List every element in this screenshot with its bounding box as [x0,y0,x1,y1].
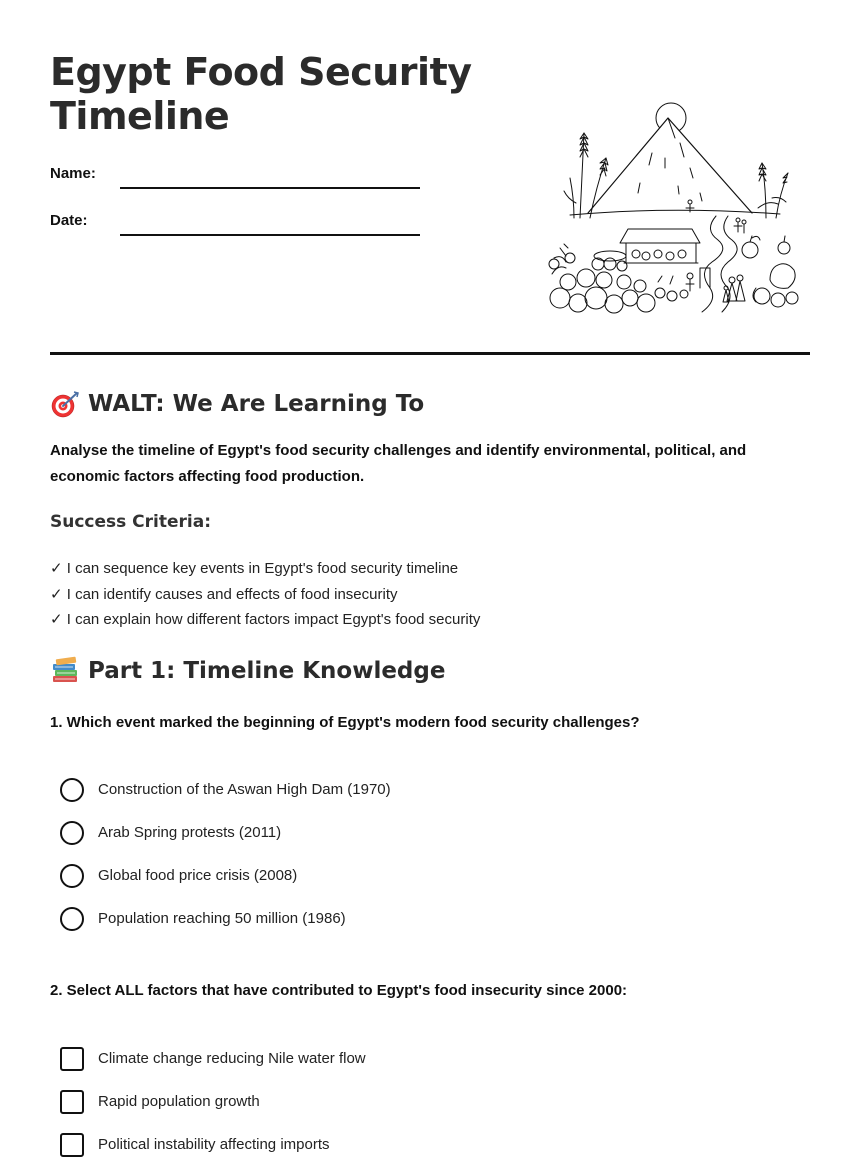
worksheet-header [50,0,810,355]
q1-option-label: Arab Spring protests (2011) [98,824,282,841]
q1-option-label: Construction of the Aswan High Dam (1970) [98,781,391,798]
question-1-options [60,768,391,940]
part1-heading [50,656,445,686]
success-criteria-list [50,556,480,633]
walt-heading-text: WALT: We Are Learning To [88,391,425,417]
radio-button[interactable] [60,821,84,845]
name-input-line[interactable] [120,187,420,189]
date-field [50,212,420,236]
radio-button[interactable] [60,864,84,888]
q2-option-label: Rapid population growth [98,1093,260,1110]
part1-heading-text: Part 1: Timeline Knowledge [88,658,446,684]
date-label: Date: [50,212,88,229]
checkbox[interactable] [60,1090,84,1114]
q1-option[interactable] [60,768,391,811]
q1-option-label: Global food price crisis (2008) [98,867,298,884]
date-input-line[interactable] [120,234,420,236]
success-criteria-item: ✓ I can identify causes and effects of food insecurity [50,585,398,603]
q1-option[interactable] [60,811,391,854]
books-icon [50,656,80,686]
q1-option[interactable] [60,897,391,940]
success-criteria-item: ✓ I can sequence key events in Egypt's food security timeline [50,560,459,577]
checkbox[interactable] [60,1133,84,1157]
checkbox[interactable] [60,1047,84,1071]
question-2: 2. Select ALL factors that have contributed to Egypt's food insecurity since 2000: [50,982,628,999]
q2-option[interactable] [60,1037,366,1080]
success-criteria-item: ✓ I can explain how different factors impact Egypt's food security [50,611,481,628]
worksheet-title: Egypt Food Security Timeline [50,50,472,138]
worksheet-page [50,0,810,1153]
walt-heading [50,389,424,419]
radio-button[interactable] [60,778,84,802]
walt-objective: Analyse the timeline of Egypt's food security challenges and identify environmental, political, and economic factors affecting food production. [50,442,747,485]
q2-option[interactable] [60,1123,366,1166]
question-1: 1. Which event marked the beginning of Egypt's modern food security challenges? [50,714,640,731]
q2-option[interactable] [60,1080,366,1123]
egypt-pyramid-market-illustration [540,98,802,316]
question-2-options [60,1037,366,1166]
q1-option-label: Population reaching 50 million (1986) [98,910,346,927]
success-criteria-heading: Success Criteria: [50,512,212,532]
q1-option[interactable] [60,854,391,897]
name-field [50,165,420,189]
q2-option-label: Climate change reducing Nile water flow [98,1050,366,1067]
name-label: Name: [50,165,96,182]
q2-option-label: Political instability affecting imports [98,1136,330,1153]
radio-button[interactable] [60,907,84,931]
target-icon [50,389,80,419]
